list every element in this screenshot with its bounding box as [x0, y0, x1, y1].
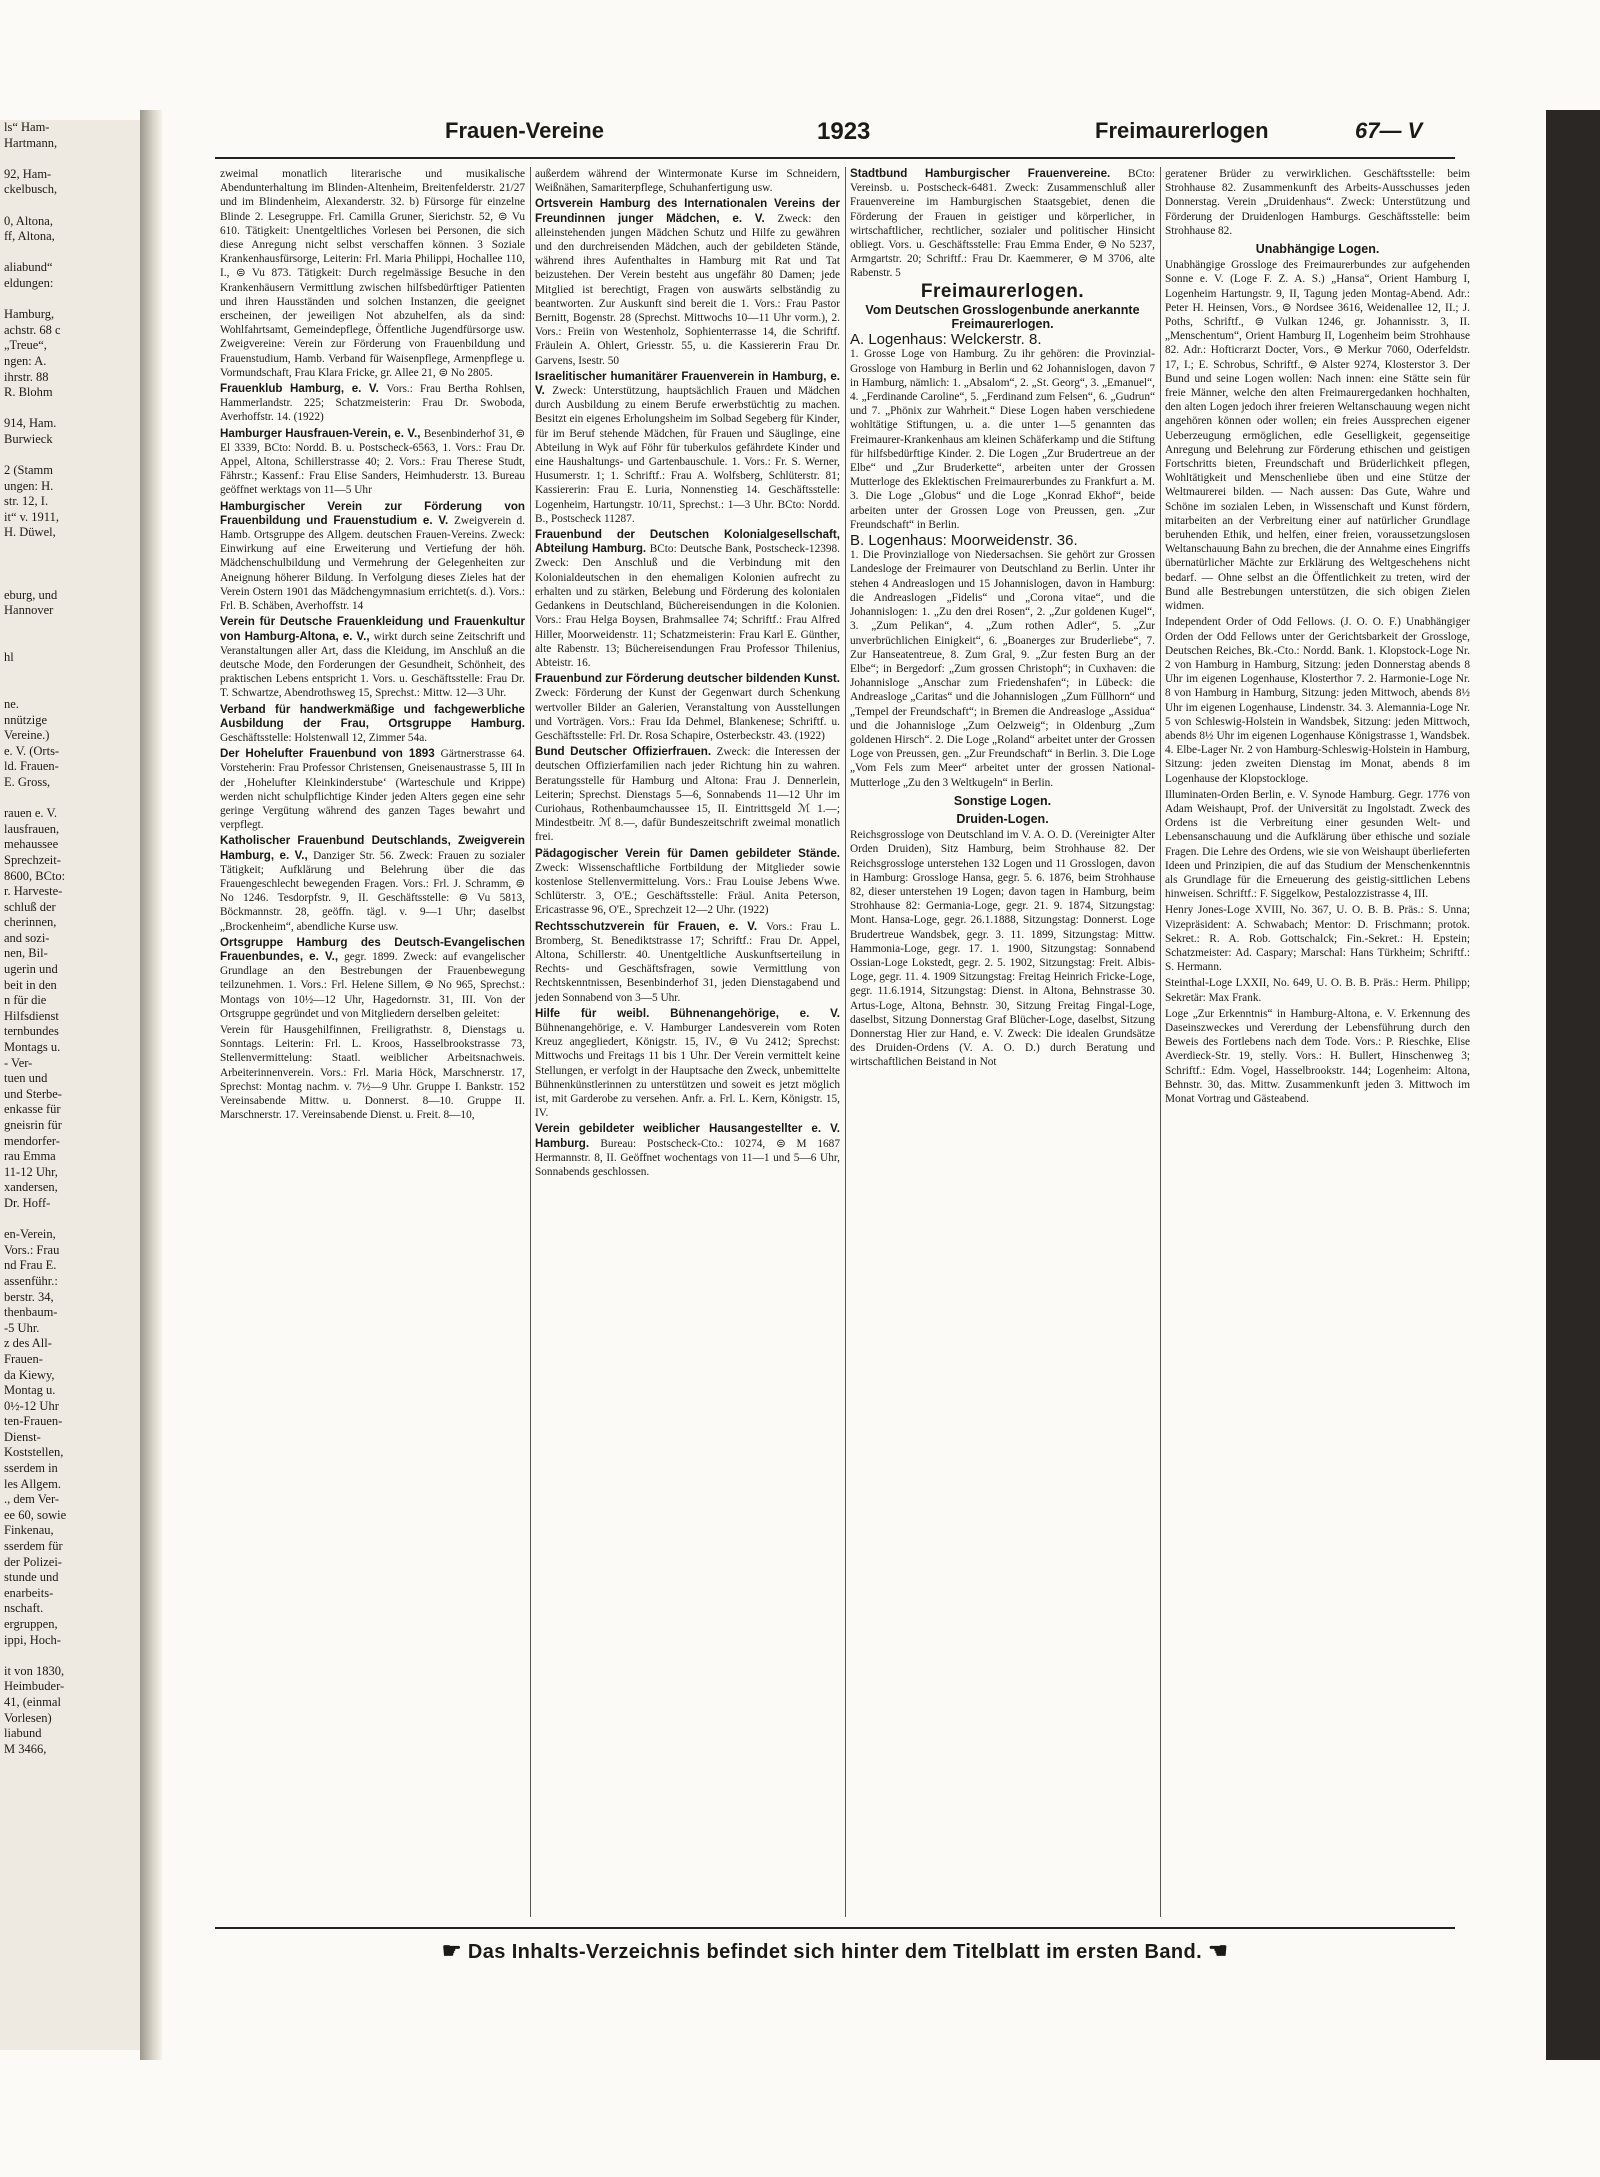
- section-heading: Unabhängige Logen.: [1255, 242, 1380, 257]
- facing-page-line: lausfrauen,: [4, 821, 60, 836]
- facing-page-line: Montags u.: [4, 1040, 61, 1055]
- directory-entry: [535, 1122, 840, 1179]
- entry-name: Verein für Deutsche Frauenkleidung und Frauenkultur von Hamburg-Altona, e. V.,: [220, 615, 525, 643]
- facing-page-line: assenführ.:: [4, 1273, 58, 1288]
- entry-text: Verein für Hausgehilfinnen, Freiligrathstr. 8, Dienstags u. Sonntags. Leiterin: Frl. L. Kroos, Hasselbrookstrasse 73, Stellenvermittelung: Staatl. weiblicher Arbeitsnachweis. Arbeiterinnenverein. Vors.: Frl. Maria Höck, Marschnerstr. 17, Sprechst: Montag nachm. v. 7½—9 Uhr. Gruppe I. Bankstr. 152 Vereinsabende Mittw. u. Donnerst. 8—10. Gruppe II. Marschnerstr. 17. Vereinsabende Dienst. u. Freit. 8—10,: [220, 1023, 525, 1122]
- directory-entry: [1165, 788, 1470, 902]
- facing-page-line: Finkenau,: [4, 1523, 54, 1538]
- directory-entry: [220, 834, 525, 933]
- directory-entry: [220, 1023, 525, 1122]
- facing-page-line: [0, 791, 147, 807]
- facing-page-line: Heimbuder-: [4, 1679, 65, 1694]
- facing-page-line: [0, 401, 147, 417]
- book-gutter: [140, 110, 162, 2060]
- facing-page-line: M 3466,: [4, 1741, 47, 1756]
- entry-name: Frauenbund der Deutschen Kolonialgesellschaft, Abteilung Hamburg.: [535, 528, 840, 556]
- directory-entry: [1165, 167, 1470, 238]
- entry-text: Zweck: die Interessen der deutschen Offizierfamilien nach jeder Richtung hin zu wahren. Beratungsstelle für Hamburg und Altona: Frau J. Dennerlein, Leiterin; Sprechst. Dienstags 5—6, Sonnabends 11—12 Uhr im Curiohaus, Rothenbaumchaussee 15, II. Eintrittsgeld ℳ 1.—; Mindestbeitr. ℳ 8.—, dafür Bundeszeitschrift zweimal monatlich frei.: [535, 746, 840, 844]
- footer-rule: [215, 1927, 1455, 1929]
- directory-page: [215, 112, 1470, 2052]
- facing-page-line: z des All-: [4, 1336, 52, 1351]
- facing-page-line: und Sterbe-: [4, 1086, 62, 1101]
- directory-entry: [1165, 976, 1470, 1004]
- entry-text: Reichsgrossloge von Deutschland im V. A. O. D. (Vereinigter Alter Orden Druiden), Sitz Hamburg, beim Strohhause 82. Der Reichsgrossloge unterstehen 132 Logen und 11 Grosslogen, davon in Hamburg: Grossloge Hansa, gegr. 5. 6. 1876, beim Strohhause 82, dieser unterstehen 19 Logen; davon tagen in Hamburg, beim Strohhause 82: Germania-Loge, gegr. 21. 9. 1874, Sitzungstag: Mont. Hansa-Loge, gegr. 26.1.1888, Sitzungstag: Donnerst. Loge Brudertreue Wandsbek, gegr. 3. 11. 1899, Sitzungstag: Mittw. Hammonia-Loge, gegr. 17. 1. 1900, Sitzungstag: Sonnabend Ossian-Loge Lokstedt, gegr. 2. 5. 1902, Sitzungstag: Freit. Albis-Loge, gegr. 11. 4. 1909 Sitzungstag: Freitag Heinrich Fricke-Loge, gegr. 11.6.1914, Sitzungstag: Dienst. in Altona, Behnstrasse 30. Artus-Loge, Altona, Behnstr. 30, Sitzung Freitag Fingal-Loge, daselbst, Sitzung Donnerstag Graf Blücher-Loge, daselbst, Sitzung Donnerstag Hier zur Hand, e. V. Zweck: Die idealen Grundsätze des Druiden-Ordens (V. A. O. D.) durch Beratung und wirtschaftlichen Beistand in Not: [850, 829, 1155, 1069]
- entry-name: Bund Deutscher Offizierfrauen.: [535, 745, 717, 759]
- facing-page-line: stunde und: [4, 1570, 59, 1585]
- entry-name: Der Hohelufter Frauenbund von 1893: [220, 747, 441, 761]
- directory-entry: [1165, 258, 1470, 613]
- facing-page-line: [0, 635, 147, 651]
- facing-page-line: achstr. 68 c: [4, 322, 61, 337]
- facing-page-line: -5 Uhr.: [4, 1320, 40, 1335]
- facing-page-line: [0, 245, 147, 261]
- entry-text: Zweck: den alleinstehenden jungen Mädchen Schutz und Hilfe zu gewähren und den durchreisenden Mädchen, auch der gebildeten Stände, während ihres Aufenthaltes in Hamburg mit Rat und Tat beizustehen. Der Verein besteht aus ungefähr 80 Damen; jede Mitglied ist berechtigt, Fragen von auswärts selbständig zu beantworten. Zur Auskunft sind bereit die 1. Vors.: Frau Pastor Bernitt, Bogenstr. 28 (Sprechst. Mittwochs 10—11 Uhr vorm.), 2. Vors.: Freiin von Westenholz, Sophienterrasse 14, die Schriftf. Fräulein A. Ohlert, Griesstr. 55, u. die Kassiererin Frau Dr. Garvens, Isestr. 50: [535, 212, 840, 367]
- facing-page-line: Sprechzeit-: [4, 852, 61, 867]
- facing-page-line: H. Düwel,: [4, 525, 56, 540]
- scan-edge: [1546, 110, 1600, 2060]
- facing-page-line: ungen: H.: [4, 478, 54, 493]
- entry-text: außerdem während der Wintermonate Kurse im Schneidern, Weißnähen, Samariterpflege, Schuhanfertigung usw.: [535, 168, 840, 195]
- directory-entry: [1165, 903, 1470, 974]
- facing-page-line: Dr. Hoff-: [4, 1195, 51, 1210]
- entry-name: Stadtbund Hamburgischer Frauenvereine.: [850, 167, 1128, 180]
- directory-entry: [850, 548, 1155, 789]
- facing-page-line: eldungen:: [4, 275, 54, 290]
- section-heading: Freimaurerlogen.: [920, 280, 1085, 302]
- facing-page-line: n für die: [4, 993, 47, 1008]
- facing-page-line: [0, 681, 147, 697]
- directory-entry: [535, 167, 840, 195]
- header-rule: [215, 157, 1455, 159]
- year: 1923: [817, 118, 871, 145]
- directory-entry: [850, 828, 1155, 1069]
- entry-name: Katholischer Frauenbund Deutschlands, Zweigverein Hamburg, e. V.,: [220, 834, 525, 862]
- facing-page-line: Burwieck: [4, 431, 53, 446]
- pointing-hand-right-icon: ☛: [441, 1938, 462, 1963]
- facing-page-line: 92, Ham-: [4, 166, 52, 181]
- facing-page-line: Frauen-: [4, 1351, 43, 1366]
- lodge-house-heading: B. Logenhaus: Moorweidenstr. 36.: [850, 532, 1078, 550]
- entry-text: 1. Grosse Loge von Hamburg. Zu ihr gehören: die Provinzial-Grossloge von Hamburg in Berlin und 62 Johannislogen, davon 7 in Hamburg, nämlich: 1. „Absalom“, 2. „St. Georg“, 3. „Emanuel“, 4. „Ferdinande Caroline“, 5. „Ferdinand zum Felsen“, 6. „Gudrun“ und 7. „Phönix zur Wahrheit.“ Diese Logen haben verschiedene wohltätige Stiftungen, u. a. die unter 1—5 genannten das Freimaurer-Krankenhaus am kleinen Schäferkamp und die Stiftung für hilfsbedürftige Kinder. 2. Die Logen „Zur Brudertreue an der Elbe“ und „Zur Bruderkette“, arbeiten unter der Grossen Mutterloge des Eklektischen Freimaurerbundes zu Frankfurt a. M. 3. Die Loge „Globus“ und die Loge „Konrad Ekhof“, beide arbeiten unter der Grossen Loge von Preussen, gen. „Zur Freundschaft“ in Berlin.: [850, 348, 1155, 531]
- facing-page-line: [0, 572, 147, 588]
- facing-page-line: [0, 619, 147, 635]
- entry-name: Hamburgischer Verein zur Förderung von Frauenbildung und Frauenstudium e. V.: [220, 499, 525, 527]
- directory-entry: [220, 703, 525, 746]
- entry-text: gegr. 1899. Zweck: auf evangelischer Grundlage an den Bestrebungen der Frauenbewegung teilzunehmen. 1. Vors.: Frl. Helene Sillem, ⊜ No 965, Sprechst.: Montags von 10½—12 Uhr, Hagedornstr. 31, III. Von der Ortsgruppe gegründet und von Mitgliedern derselben geleitet:: [220, 950, 525, 1020]
- column-4: [1165, 167, 1470, 1917]
- entry-text: Independent Order of Odd Fellows. (J. O. O. F.) Unabhängiger Orden der Odd Fellows unter der Gerichtsbarkeit der Grossloge, Deutschen Reiches, Bk.-Cto.: Nordd. Bank. 1. Klopstock-Loge Nr. 2 von Hamburg in Hamburg, Sitzung: jeden Donnerstag abends 8 Uhr im eigenen Logenhause, Klosterthor 7. 2. Harmonie-Loge Nr. 8 von Hamburg in Hamburg, Sitzung: jeden Mittwoch, abends 8½ Uhr im eigenen Logenhause, Lindenstr. 34. 3. Alemannia-Loge Nr. 5 von Schleswig-Holstein in Wandsbek, Sitzung: jeden Mittwoch, abends 8½ Uhr im eigenen Logenhause Königstrasse 1, Wandsbek. 4. Elbe-Lager Nr. 2 von Hamburg-Schleswig-Holstein in Hamburg, Sitzung: jeden zweiten Dienstag im Monat, abends 8 im Logenhause der Klopstockloge.: [1165, 616, 1470, 785]
- directory-entry: [220, 615, 525, 700]
- directory-entry: [1165, 1007, 1470, 1106]
- facing-page-line: 0, Altona,: [4, 213, 53, 228]
- facing-page-line: 914, Ham.: [4, 416, 57, 431]
- facing-page-line: nd Frau E.: [4, 1258, 57, 1273]
- entry-text: BCto: Vereinsb. u. Postscheck-6481. Zweck: Zusammenschluß aller Frauenvereine im Hamburgischen Staatsgebiet, denen die Förderung der Frauen in geistiger und körperlicher, in wirtschaftlicher, rechtlicher, sozialer und politischer Hinsicht obliegt. Vors. u. Geschäftsstelle: Frau Emma Ender, ⊜ No 5237, Armgartstr. 20; Schriftf.: Frau Dr. Kaemmerer, ⊜ M 3706, alte Rabenstr. 5: [850, 168, 1155, 280]
- directory-entry: [535, 197, 840, 367]
- facing-page-line: e. V. (Orts-: [4, 743, 60, 758]
- section-heading: Vom Deutschen Grosslogenbunde anerkannte Freimaurerlogen.: [865, 302, 1140, 332]
- entry-text: Unabhängige Grossloge des Freimaurerbundes zur aufgehenden Sonne e. V. (Loge F. Z. A. S.) „Hansa“, Orient Hamburg I, Logenheim Hartungstr. 9, II, Tagung jeden Montag-Abend. Adr.: Peter H. Heinsen, Vors., ⊜ Nordsee 3616, Weidenallee 12, II.; J. Poths, Schriftf., ⊜ Vulkan 1246, gr. Johannisstr. 3, II. „Menschentum“, Orient Hamburg II, Logenheim beim Strohhause 82. Adr.: Hofticrarzt Docter, Vors., ⊜ Merkur 7060, Oderfeldstr. 17, I.; E. Schrobus, Schriftf., ⊜ Alster 9274, Klosterstor 3. Der Bund und seine Logen wollen: Nach innen: eine Stätte sein für freie Männer, welche den alten Freimaurergedanken hochhalten, den alten Logen jedoch ihrer freieren Weltanschauung wegen nicht angehören können oder wollen; ein freies Aussprechen eigener Ueberzeugung ermöglichen, edle Geselligkeit, gegenseitige Anregung und Belehrung zur Förderung ethischen und geistigen Fortschritts bieten, Freundschaft und Brüderlichkeit pflegen, Wohltätigkeit und Menschenliebe üben und eine Stütze der Weltmaurerei bilden. — Nach aussen: Das Gute, Wahre und Schöne im sozialen Leben, in Wissenschaft und Kunst fördern, mitarbeiten an der Verbreitung einer auf natürlicher Grundlage beruhenden Ethik, und helfen, einer freien, voraussetzungslosen Weltanschauung Bahn zu brechen, die der Annahme eines Eingriffs übernatürlicher Mächte zur Erklärung des Weltgeschehens nicht bedarf. — Ohne selbst an die Öffentlichkeit zu treten, wird der Bund alle Bestrebungen unterstützen, die sich obigen Zielen widmen.: [1165, 259, 1470, 613]
- facing-page-line: E. Gross,: [4, 774, 51, 789]
- entry-name: Ortsverein Hamburg des Internationalen Vereins der Freundinnen junger Mädchen, e. V.: [535, 197, 840, 225]
- facing-page-line: enarbeits-: [4, 1585, 54, 1600]
- facing-page-line: [0, 151, 147, 167]
- facing-page-line: berstr. 34,: [4, 1289, 54, 1304]
- entry-text: Bureau: Postscheck-Cto.: 10274, ⊜ M 1687 Hermannstr. 8, II. Geöffnet wochentags von 11—1 und 5—6 Uhr, Sonnabends geschlossen.: [535, 1137, 840, 1179]
- facing-page-line: rauen e. V.: [4, 806, 57, 821]
- facing-page-line: Vorlesen): [4, 1710, 52, 1725]
- entry-name: Hilfe für weibl. Bühnenangehörige, e. V.: [535, 1006, 840, 1020]
- facing-page-line: hl: [4, 650, 14, 665]
- facing-page-line: 2 (Stamm: [4, 463, 53, 478]
- facing-page-line: sserdem für: [4, 1539, 63, 1554]
- entry-text: Geschäftsstelle: Holstenwall 12, Zimmer 54a.: [220, 731, 428, 744]
- facing-page-line: en-Verein,: [4, 1227, 56, 1242]
- facing-page-line: r. Harveste-: [4, 884, 63, 899]
- entry-text: Henry Jones-Loge XVIII, No. 367, U. O. B. B. Präs.: S. Unna; Vizepräsident: A. Schwabach; Mentor: D. Frischmann; protok. Sekret.: R. A. Rob. Gottschalck; Fin.-Sekret.: H. Epstein; Schatzmeister: Ad. Caspary; Marschal: Hans Türkheim; Schriftf.: S. Hermann.: [1165, 904, 1470, 974]
- facing-page-line: ee 60, sowie: [4, 1507, 67, 1522]
- section-heading: Druiden-Logen.: [956, 811, 1049, 826]
- facing-page-line: [0, 541, 147, 557]
- directory-entry: [220, 382, 525, 425]
- facing-page-line: ten-Frauen-: [4, 1414, 63, 1429]
- page-number: 67— V: [1355, 118, 1423, 143]
- facing-page-line: str. 12, I.: [4, 494, 49, 509]
- facing-page-line: ternbundes: [4, 1024, 59, 1039]
- entry-name: Verein gebildeter weiblicher Hausangestellter e. V. Hamburg.: [535, 1122, 840, 1150]
- facing-page-line: les Allgem.: [4, 1476, 61, 1491]
- facing-page-fragment: [0, 120, 150, 2050]
- entry-name: Hamburger Hausfrauen-Verein, e. V.,: [220, 426, 424, 440]
- entry-text: geratener Brüder zu verwirklichen. Geschäftsstelle: beim Strohhause 82. Zusammenkunft des Arbeits-Ausschusses jeden Donnerstag. Verein „Druidenhaus“. Zweck: Unterstützung und Förderung der Druidenlogen Hamburgs. Geschäftsstelle: beim Strohhause 82.: [1165, 168, 1470, 237]
- entry-name: Rechtsschutzverein für Frauen, e. V.: [535, 919, 767, 933]
- facing-page-line: tuen und: [4, 1071, 48, 1086]
- entry-name: Israelitischer humanitärer Frauenverein in Hamburg, e. V.: [535, 369, 840, 398]
- entry-text: Zweck: Unterstützung, hauptsächlich Frauen und Mädchen durch Ausbildung zu einem Berufe erwerbstüchtig zu machen. Besitzt ein eigenes Erholungsheim im Solbad Segeberg für Kinder, für im Beruf stehende Mädchen, für Frauen und Säuglinge, eine Abteilung in Wyk auf Föhr für tuberkulos gefährdete Kinder und eine Haushaltungs- und Gartenbauschule. 1. Vors.: Fr. S. Werner, Husumerstr. 1; 1. Schriftf.: Frau A. Wolfsberg, Schlüterstr. 81; Kassiererin: Frau E. Luria, Nonnenstieg 14. Geschäftsstelle: Logenheim, Hartungstr. 10/11, Sprechst.: 1—3 Uhr. BCto: Nordd. B., Postscheck 11287.: [535, 385, 840, 525]
- facing-page-line: gneisrin für: [4, 1118, 62, 1132]
- entry-text: Vors.: Frau Bertha Rohlsen, Hammerlandstr. 225; Schatzmeisterin: Frau Dr. Swoboda, Averhoffstr. 14. (1922): [220, 383, 525, 424]
- facing-page-line: ne.: [4, 696, 19, 711]
- directory-entry: [850, 347, 1155, 532]
- entry-text: Illuminaten-Orden Berlin, e. V. Synode Hamburg. Gegr. 1776 von Adam Weishaupt, Prof. der Universität zu Ingolstadt. Zweck des Ordens ist die Verbreitung einer gesunden Welt- und Lebensanschauung und die Aufklärung über ethische und soziale Fragen. Die Lehre des Ordens, wie sie von Weishaupt überlieferten Ideen und Prinzipien, die auf das Studium der Menschenkenntnis als Grundlage für die Erneuerung des geistig-sittlichen Lebens hinweisen. Schriftf.: F. Siggelkow, Pestalozzistrasse 4, III.: [1165, 788, 1470, 901]
- facing-page-line: Dienst-: [4, 1429, 41, 1444]
- footer-note: [335, 1938, 1335, 1964]
- facing-page-line: [0, 198, 147, 214]
- entry-text: Loge „Zur Erkenntnis“ in Hamburg-Altona, e. V. Erkennung des Daseinszweckes und Vererdung der Lebensführung durch den Beweis des Fortlebens nach dem Tode. Vors.: P. Rieschke, Elise Averdieck-Str. 19, stelly. Vors.: H. Bullert, Hinschenweg 3; Schriftf.: Edm. Vogel, Hasselbrookstr. 144; Logenheim: Altona, Behnstr. 30, das. Mittw. Zusammenkunft jeden 3. Mittwoch im Monat Vortrag und Gästeabend.: [1165, 1007, 1470, 1105]
- facing-page-line: ugerin und: [4, 962, 58, 977]
- facing-page-line: eburg, und: [4, 587, 58, 602]
- directory-entry: [535, 528, 840, 670]
- facing-page-line: enkasse für: [4, 1102, 61, 1117]
- facing-page-line: [0, 557, 147, 573]
- entry-text: Bühnenangehörige, e. V. Hamburger Landesverein vom Roten Kreuz angegliedert, Königstr. 15, IV., ⊜ Vu 2412; Sprechst: Mittwochs und Freitags 11 bis 1 Uhr. Der Verein vermittelt keine Stellungen, er verfolgt in der Hauptsache den Zweck, unbemittelte Bühnenkünstlerinnen zu unterstützen und soweit es jetzt möglich ist, mit Garderobe zu versehen. Anfr. a. Frl. L. Kern, Königstr. 15, IV.: [535, 1021, 840, 1120]
- facing-page-line: 41, (einmal: [4, 1694, 61, 1709]
- facing-page-line: ergruppen,: [4, 1617, 58, 1631]
- facing-page-line: da Kiewy,: [4, 1367, 55, 1382]
- facing-page-line: [0, 1648, 147, 1664]
- entry-name: Pädagogischer Verein für Damen gebildeter Stände.: [535, 846, 840, 860]
- entry-text: Steinthal-Loge LXXII, No. 649, U. O. B. B. Präs.: Herm. Philipp; Sekretär: Max Frank.: [1165, 977, 1470, 1004]
- facing-page-line: Koststellen,: [4, 1445, 64, 1460]
- facing-page-line: ls“ Ham-: [4, 120, 50, 134]
- facing-page-line: Vors.: Frau: [4, 1242, 60, 1257]
- facing-page-line: 0½-12 Uhr: [4, 1398, 59, 1413]
- facing-page-line: nschaft.: [4, 1601, 44, 1616]
- directory-entry: [220, 936, 525, 1021]
- facing-page-line: [0, 666, 147, 682]
- running-head: [215, 112, 1455, 152]
- entry-text: Danziger Str. 56. Zweck: Frauen zu sozialer Tätigkeit; Aufklärung und Belehrung über die das Frauengeschlecht bewegenden Fragen. Vors.: Frl. J. Schramm, ⊜ No 1246. Tesdorpfstr. 9, II. Geschäftsstelle: ⊜ Vu 5813, Böckmannstr. 28, geöffn. tägl. v. 9—1 Uhr; daselbst „Brockenheim“, abendliche Kurse usw.: [220, 849, 525, 933]
- facing-page-line: [0, 447, 147, 463]
- entry-text: Zweck: Förderung der Kunst der Gegenwart durch Schenkung wertvoller Bilder an Galerien, Veranstaltung von Ausstellungen und Vorträgen. Vors.: Frau Ida Dehmel, Blankenese; Schriftf. u. Geschäftsstelle: Frl. Dr. Rosa Schapire, Osterbeckstr. 43. (1922): [535, 687, 840, 742]
- lodge-house-heading: A. Logenhaus: Welckerstr. 8.: [850, 331, 1042, 349]
- section-heading: Sonstige Logen.: [953, 793, 1052, 808]
- facing-page-line: it“ v. 1911,: [4, 509, 59, 524]
- facing-page-line: and sozi-: [4, 930, 50, 945]
- facing-page-line: 11-12 Uhr,: [4, 1164, 58, 1179]
- directory-entry: [220, 747, 525, 832]
- directory-entry: [535, 847, 840, 918]
- facing-page-line: aliabund“: [4, 260, 53, 275]
- facing-page-line: ckelbusch,: [4, 182, 58, 197]
- directory-entry: [535, 1007, 840, 1121]
- entry-name: Frauenklub Hamburg, e. V.: [220, 382, 387, 396]
- directory-entry: [535, 672, 840, 743]
- entry-text: 1. Die Provinzialloge von Niedersachsen. Sie gehört zur Grossen Landesloge der Freimaurer von Deutschland zu Berlin. Unter ihr stehen 4 Andreaslogen und 15 Johannislogen, davon in Hamburg: die Andreaslogen „Fidelis“ und „Corona vitae“, und die Johannislogen: 1. „Zu den drei Rosen“, 2. „Zur goldenen Kugel“, 3. „Zum Pelikan“, 4. „Zum rothen Adler“, 5. „Zur unverbrüchlichen Einigkeit“, 6. „Boanerges zur Bruderliebe“, 7. Zur Hanseatentreue, 8. Zum Gral, 9. „Zur festen Burg an der Elbe“; in Bergedorf: „Zum grossen Christoph“; in Cuxhaven: die Johannisloge „Anschar zum Friedenshafen“; in Lübeck: die Andreasloge „Caritas“ und die Johannislogen „Zum Füllhorn“ und „Tempel der Freundschaft“; in Bremen die Andreasloge „Assidua“ und die Johannisloge „Zum Oelzweig“; in Oldenburg „Zum goldenen Hirsch“. 2. Die Loge „Roland“ arbeitet unter der Grossen Loge von Preussen, gen. „Zur Freundschaft“ in Berlin. 3. Die Loge „Vom Fels zum Meer“ arbeitet unter der grossen National-Mutterloge „Zu den 3 Weltkugeln“ in Berlin.: [850, 549, 1155, 789]
- facing-page-line: Montag u.: [4, 1383, 56, 1398]
- column-2: [535, 167, 840, 1917]
- facing-page-line: xandersen,: [4, 1180, 58, 1195]
- facing-page-line: cherinnen,: [4, 915, 57, 930]
- section-title-left: Frauen-Vereine: [445, 118, 604, 143]
- facing-page-line: R. Blohm: [4, 385, 53, 400]
- facing-page-line: - Ver-: [4, 1055, 33, 1070]
- facing-page-line: ippi, Hoch-: [4, 1632, 61, 1647]
- facing-page-line: ., dem Ver-: [4, 1492, 60, 1507]
- facing-page-line: nnützige: [4, 712, 48, 727]
- facing-page-line: sserdem in: [4, 1461, 58, 1476]
- facing-page-line: Vereine.): [4, 728, 50, 743]
- facing-page-line: schluß der: [4, 899, 56, 914]
- facing-page-line: „Treue“,: [4, 338, 47, 353]
- facing-page-line: der Polizei-: [4, 1554, 62, 1569]
- section-title-right: Freimaurerlogen: [1095, 118, 1269, 143]
- footer-text: Das Inhalts-Verzeichnis befindet sich hinter dem Titelblatt im ersten Band.: [467, 1941, 1203, 1963]
- facing-page-line: thenbaum-: [4, 1305, 58, 1320]
- facing-page-line: ff, Altona,: [4, 229, 55, 244]
- facing-page-line: mehaussee: [4, 837, 59, 852]
- entry-name: Ortsgruppe Hamburg des Deutsch-Evangelischen Frauenbundes, e. V.,: [220, 935, 525, 963]
- facing-page-line: mendorfer-: [4, 1133, 60, 1148]
- directory-entry: [220, 427, 525, 498]
- facing-page-line: Hamburg,: [4, 307, 55, 322]
- directory-entry: [535, 370, 840, 526]
- facing-page-line: [0, 292, 147, 308]
- facing-page-line: nen, Bil-: [4, 946, 48, 961]
- directory-entry: [1165, 615, 1470, 785]
- entry-text: zweimal monatlich literarische und musikalische Abendunterhaltung im Blinden-Altenheim, Breitenfelderstr. 21/27 und im Blindenheim, Alexanderstr. 32. b) Fürsorge für einzelne Blinde 2. Lesegruppe. Frl. Camilla Gruner, Sierichstr. 52, ⊜ Vu 610. Tätigkeit: Unentgeltliches Vorlesen bei Personen, die sich diese Anregung nicht selbst verschaffen können. 3 Soziale Krankenhausfürsorge, Leiterin: Frl. Maria Philippi, Hochallee 110, I., ⊜ Vu 873. Tätigkeit: Durch regelmässige Besuche in den Krankenhäusern Vermittlung zwischen hilfsbedürftiger Patienten und ihren Hausständen und solchen Instanzen, die geeignet erscheinen, der jeweiligen Not abzuhelfen, als da sind: Wohlfahrtsamt, Gemeindepflege, Öffentliche Jugendfürsorge usw. Zweigvereine: Verein zur Förderung von Frauenbildung und Frauenstudium, Hamb. Verband für Waisenpflege, Armenpflege u. Vormundschaft, Frau Klara Fricke, gr. Allee 21, ⊜ No 2805.: [220, 168, 525, 379]
- facing-page-line: liabund: [4, 1726, 42, 1741]
- entry-name: Verband für handwerkmäßige und fachgewerbliche Ausbildung der Frau, Ortsgruppe Hamburg.: [220, 702, 525, 730]
- column-3: [850, 167, 1155, 1917]
- columns: [215, 167, 1470, 1917]
- facing-page-line: [0, 1212, 147, 1228]
- entry-text: BCto: Deutsche Bank, Postscheck-12398. Zweck: Den Anschluß und die Verbindung mit den Kolonialdeutschen in den ehemaligen Kolonien aufrecht zu erhalten und zu stärken, Belebung und Förderung des kolonialen Gedankens in Deutschland, Büchereisendungen in die Kolonien. Vors.: Frau Helga Boysen, Brahmsallee 74; Schriftf.: Frau Alfred Hiller, Moorweidenstr. 11; Schatzmeisterin: Frau Karl E. Günther, alte Rabenstr. 13; Büchereisendungen Frau Professor Thilenius, Abteistr. 16.: [535, 543, 840, 669]
- facing-page-line: it von 1830,: [4, 1663, 65, 1678]
- facing-page-line: Hartmann,: [4, 135, 58, 150]
- entry-text: Gärtnerstrasse 64. Vorsteherin: Frau Professor Christensen, Gneisenaustrasse 5, III In der ‚Hohelufter Kleinkinderstube‘ (Warteschule und Krippe) werden nicht schulpflichtige Kinder jeden Alters gegen eine sehr geringe Vergütung während des ganzen Tages bewahrt und verpflegt.: [220, 748, 525, 832]
- directory-entry: [220, 500, 525, 614]
- directory-entry: [535, 920, 840, 1005]
- facing-page-line: ihrstr. 88: [4, 369, 49, 384]
- entry-text: Zweck: Wissenschaftliche Fortbildung der Mitglieder sowie kostenlose Stellenvermittelung. Vors.: Frau Louise Jebens Wwe. Schlüterstr. 3, O'E.; Geschäftsstelle: Fräul. Anita Peterson, Ericastrasse 96, O'E., Sprechzeit 12—2 Uhr. (1922): [535, 861, 840, 917]
- directory-entry: [535, 745, 840, 844]
- directory-entry: [220, 167, 525, 380]
- entry-text: Zweigverein d. Hamb. Ortsgruppe des Allgem. deutschen Frauen-Vereins. Zweck: Einwirkung auf eine Erweiterung und Vertiefung der höh. Mädchenschulbildung und Vermehrung der Gelegenheiten zur Aneignung höherer Bildung. In Verfolgung dieses Zieles hat der Verein Ostern 1901 das Mädchengymnasium errichtet(s. d.). Vors.: Frl. B. Schäben, Averhoffstr. 14: [220, 514, 525, 613]
- column-1: [220, 167, 525, 1917]
- entry-text: Vors.: Frau L. Bromberg, St. Benediktstrasse 17; Schriftf.: Frau Dr. Appel, Altona, Schillerstr. 40. Unentgeltliche Auskunftserteilung in Rechts- und Geschäftsfragen, sowie Vermittlung von Rechtskenntnissen, Besenbinderhof 31, jeden Dienstagabend und jeden Sonnabend von 3—5 Uhr.: [535, 920, 840, 1004]
- entry-text: Besenbinderhof 31, ⊜ El 3339, BCto: Nordd. B. u. Postscheck-6563, 1. Vors.: Frau Dr. Appel, Altona, Schillerstrasse 40; 2. Vors.: Frau Therese Studt, Fährstr.; Kassenf.: Frau Elise Sanders, Heimhuderstr. 13. Bureau geöffnet werktags von 11—5 Uhr: [220, 427, 525, 497]
- facing-page-line: ngen: A.: [4, 353, 47, 368]
- facing-page-line: Hannover: [4, 603, 54, 618]
- facing-page-line: rau Emma: [4, 1149, 56, 1164]
- directory-entry: [850, 167, 1155, 281]
- facing-page-line: beit in den: [4, 977, 57, 992]
- entry-name: Frauenbund zur Förderung deutscher bildenden Kunst.: [535, 672, 840, 686]
- facing-page-line: 8600, BCto:: [4, 868, 66, 883]
- pointing-hand-left-icon: ☚: [1208, 1938, 1229, 1963]
- entry-text: wirkt durch seine Zeitschrift und Veranstaltungen aller Art, dass die Kleidung, im Anschluß an die deutsche Mode, den Forderungen der Gesundheit, Schönheit, des praktischen Lebens entspricht 1. Vors. u. Geschäftsstelle: Frau Dr. T. Schwartze, Abendrothsweg 15, Sprechst.: Mittw. 12—3 Uhr.: [220, 630, 525, 700]
- facing-page-line: Hilfsdienst: [4, 1008, 59, 1023]
- facing-page-line: ld. Frauen-: [4, 759, 59, 774]
